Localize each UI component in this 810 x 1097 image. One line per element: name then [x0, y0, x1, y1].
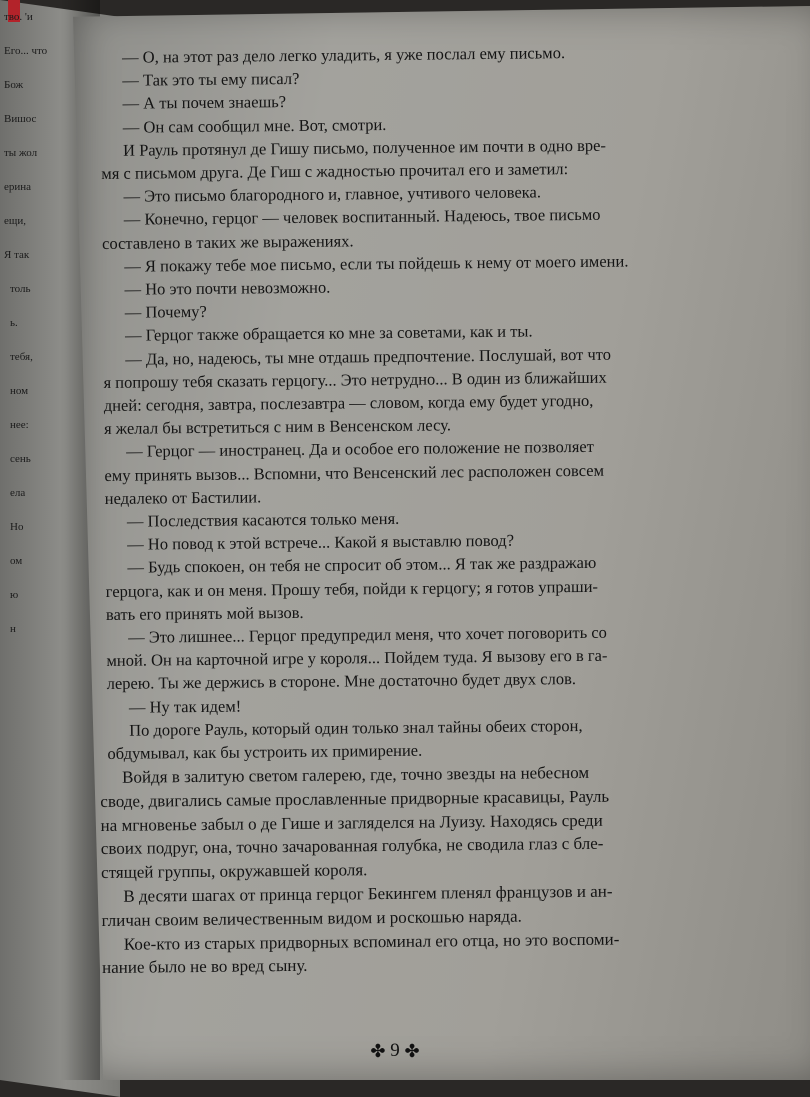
left-page-fragment: Вишос: [4, 113, 37, 125]
text-line: — Он сам сообщил мне. Вот, смотри.: [122, 114, 387, 137]
text-line: — Но повод к этой встрече... Какой я выставлю повод?: [127, 530, 515, 555]
text-line: я попрошу тебя сказать герцогу... Это нетрудно... В один из ближайших: [103, 367, 607, 392]
left-page-fragment: ом: [10, 555, 23, 567]
text-line: составлено в таких же выражениях.: [101, 230, 354, 253]
left-page-fragment: ном: [10, 385, 29, 397]
left-page-fragments: [0, 0, 60, 1080]
text-line: — Это письмо благородного и, главное, учтивого человека.: [123, 182, 542, 206]
left-page-fragment: ь.: [10, 317, 18, 329]
text-line: Войдя в залитую светом галерею, где, точно звезды на небесном: [122, 762, 590, 787]
text-line: Кое-кто из старых придворных вспоминал его отца, но это воспоми-: [123, 929, 620, 954]
text-line: В десяти шагах от принца герцог Бекингем пленял французов и ан-: [123, 881, 613, 906]
text-line: — Я покажу тебе мое письмо, если ты пойдешь к нему от моего имени.: [124, 251, 629, 276]
left-page-fragment: Я так: [4, 249, 30, 261]
text-line: своих подруг, она, точно зачарованная голубка, не сводила глаз с бле-: [100, 834, 604, 859]
page-text-upper: [100, 39, 762, 765]
text-line: — Почему?: [124, 302, 207, 322]
text-line: вать его принять мой вызов.: [105, 602, 304, 624]
text-line: — Ну так идем!: [128, 696, 242, 717]
text-line: По дороге Рауль, который один только знал тайны обеих сторон,: [129, 715, 583, 740]
text-line: стящей группы, окружавшей короля.: [101, 860, 368, 883]
text-line: — Так это ты ему писал?: [122, 69, 300, 90]
text-line: — Да, но, надеюсь, ты мне отдашь предпочтение. Послушай, вот что: [125, 344, 612, 369]
left-page-fragment: тебя,: [10, 351, 33, 363]
text-line: своде, двигались самые прославленные придворные красавицы, Рауль: [100, 786, 610, 811]
left-page-fragment: ещи,: [4, 215, 26, 227]
left-page-fragment: нее:: [10, 419, 29, 431]
left-page-fragment: Но: [10, 521, 24, 533]
text-line: ему принять вызов... Вспомни, что Венсенский лес расположен совсем: [104, 460, 605, 485]
text-line: мной. Он на карточной игре у короля... Пойдем туда. Я вызову его в га-: [106, 646, 608, 671]
left-page-fragment: Бож: [4, 79, 24, 91]
text-line: нание было не во вред сыну.: [102, 956, 308, 978]
ornament-left-icon: ✤: [370, 1041, 386, 1062]
text-line: — Но это почти невозможно.: [124, 277, 331, 299]
left-page-fragment: ты жол: [4, 147, 38, 159]
text-line: — Это лишнее... Герцог предупредил меня, что хочет поговорить со: [128, 622, 607, 647]
text-line: гличан своим величественным видом и роскошью наряда.: [101, 906, 522, 930]
text-line: недалеко от Бастилии.: [104, 487, 262, 508]
text-line: — Последствия касаются только меня.: [126, 508, 400, 531]
ornament-right-icon: ✤: [404, 1041, 420, 1062]
text-line: на мгновенье забыл о де Гише и загляделся на Луизу. Находясь среди: [100, 810, 603, 835]
left-page-fragment: Его... что: [4, 45, 48, 57]
left-page-fragment: тво. 'и: [4, 11, 33, 23]
left-page-fragment: н: [10, 623, 16, 635]
text-line: — А ты почем знаешь?: [122, 92, 287, 114]
text-line: обдумывал, как бы устроить их примирение.: [107, 740, 423, 764]
text-line: — Герцог также обращается ко мне за советами, как и ты.: [124, 321, 533, 346]
left-page-fragment: ела: [10, 487, 26, 499]
page-text-lower: [100, 759, 757, 980]
left-page-fragment: ерина: [4, 181, 32, 193]
text-line: лерею. Ты же держись в стороне. Мне достаточно будет двух слов.: [106, 669, 577, 694]
text-line: дней: сегодня, завтра, послезавтра — словом, когда ему будет угодно,: [103, 390, 594, 416]
text-line: я желал бы встретиться с ним в Венсенском лесу.: [103, 415, 452, 439]
text-line: — Герцог — иностранец. Да и особое его положение не позволяет: [126, 437, 595, 462]
left-page-fragment: толь: [10, 283, 31, 295]
page-number: 9: [390, 1040, 400, 1061]
text-line: И Рауль протянул де Гишу письмо, полученное им почти в одно вре-: [122, 135, 606, 160]
left-page-fragment: сень: [10, 453, 31, 465]
text-line: мя с письмом друга. Де Гиш с жадностью прочитал его и заметил:: [101, 159, 569, 184]
left-page-fragment: ю: [10, 589, 19, 601]
page-footer: [350, 1040, 440, 1062]
text-line: — Конечно, герцог — человек воспитанный. Надеюсь, твое письмо: [123, 205, 601, 230]
text-line: — Будь спокоен, он тебя не спросит об этом... Я так же раздражаю: [127, 553, 597, 578]
text-line: герцога, как и он меня. Прошу тебя, пойди к герцогу; я готов упраши-: [105, 576, 599, 601]
text-line: — О, на этот раз дело легко уладить, я уже послал ему письмо.: [122, 43, 566, 67]
